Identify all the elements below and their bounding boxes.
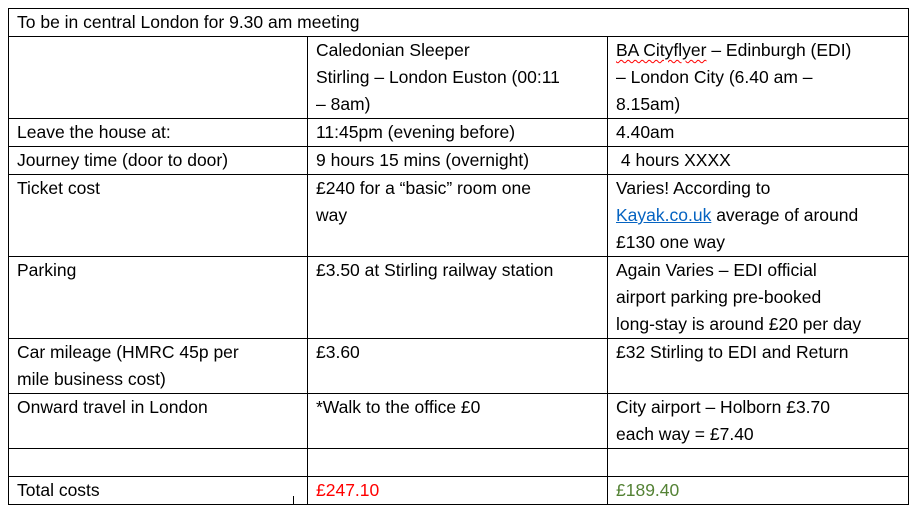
sleeper-onward-cell <box>308 394 608 449</box>
cell-value: 11:45pm (evening before) <box>316 122 516 142</box>
table-row-empty <box>9 449 909 477</box>
header-row <box>9 9 909 37</box>
flight-total-value: £189.40 <box>616 480 680 500</box>
cell-value-line-3: £130 one way <box>616 232 725 252</box>
row-label-line-1: Car mileage (HMRC 45p per <box>17 342 239 362</box>
spelling-flag-brand: BA Cityflyer <box>616 40 707 60</box>
flight-mileage-cell <box>608 339 909 394</box>
flight-heading-route: – Edinburgh (EDI) <box>706 40 852 60</box>
row-label-parking <box>9 257 308 339</box>
empty-cell <box>608 449 909 477</box>
cell-value-text: average of around <box>711 205 859 225</box>
row-label-text: Parking <box>17 260 77 280</box>
sleeper-total-value: £247.10 <box>316 480 380 500</box>
row-label-ticket <box>9 175 308 257</box>
cell-value: *Walk to the office £0 <box>316 397 481 417</box>
table-row-leave <box>9 119 909 147</box>
flight-heading-line-1 <box>616 37 900 64</box>
flight-leave-cell <box>608 119 909 147</box>
row-label-text: Leave the house at: <box>17 122 171 142</box>
sleeper-heading-line-2: Stirling – London Euston (00:11 <box>316 67 560 87</box>
flight-parking-cell <box>608 257 909 339</box>
cell-value-line-3: long-stay is around £20 per day <box>616 314 862 334</box>
cell-value-line-2 <box>616 202 900 229</box>
flight-heading-cell <box>608 37 909 119</box>
table-header-cell <box>9 9 909 37</box>
cell-value-line-1: £240 for a “basic” room one <box>316 178 531 198</box>
flight-heading-line-3: 8.15am) <box>616 94 681 114</box>
sleeper-total-cell <box>308 477 608 505</box>
sleeper-heading-line-3: – 8am) <box>316 94 371 114</box>
sleeper-leave-cell <box>308 119 608 147</box>
row-label-line-2: mile business cost) <box>17 369 166 389</box>
cell-value: £32 Stirling to EDI and Return <box>616 342 849 362</box>
sleeper-ticket-cell <box>308 175 608 257</box>
cell-value-line-2: each way = £7.40 <box>616 424 754 444</box>
row-label-mileage <box>9 339 308 394</box>
row-label-total <box>9 477 308 505</box>
row-label-text: Onward travel in London <box>17 397 208 417</box>
flight-onward-cell <box>608 394 909 449</box>
flight-journey-cell <box>608 147 909 175</box>
cell-value-line-1: Again Varies – EDI official <box>616 260 817 280</box>
kayak-link[interactable]: Kayak.co.uk <box>616 205 712 225</box>
row-label-text: Total costs <box>17 480 100 500</box>
flight-ticket-cell <box>608 175 909 257</box>
table-row-onward <box>9 394 909 449</box>
flight-heading-line-2: – London City (6.40 am – <box>616 67 813 87</box>
cell-value: £3.50 at Stirling railway station <box>316 260 554 280</box>
table-title: To be in central London for 9.30 am meeting <box>17 12 360 32</box>
sleeper-parking-cell <box>308 257 608 339</box>
table-row-total <box>9 477 909 505</box>
cell-value-line-1: City airport – Holborn £3.70 <box>616 397 830 417</box>
row-label-leave <box>9 119 308 147</box>
empty-corner-cell <box>9 37 308 119</box>
table-row-ticket <box>9 175 909 257</box>
cell-value: 4.40am <box>616 122 675 142</box>
table-row-parking <box>9 257 909 339</box>
table-row-mileage <box>9 339 909 394</box>
table-border-stub <box>293 496 294 504</box>
table-row-journey <box>9 147 909 175</box>
empty-cell <box>9 449 308 477</box>
row-label-text: Journey time (door to door) <box>17 150 229 170</box>
flight-total-cell <box>608 477 909 505</box>
column-heading-row <box>9 37 909 119</box>
cell-value: 4 hours XXXX <box>616 150 731 170</box>
travel-comparison-table <box>8 8 909 505</box>
cell-value-line-1: Varies! According to <box>616 178 771 198</box>
cell-value: 9 hours 15 mins (overnight) <box>316 150 530 170</box>
cell-value: £3.60 <box>316 342 360 362</box>
cell-value-line-2: way <box>316 205 348 225</box>
sleeper-mileage-cell <box>308 339 608 394</box>
cell-value-line-2: airport parking pre-booked <box>616 287 822 307</box>
sleeper-heading-cell <box>308 37 608 119</box>
row-label-onward <box>9 394 308 449</box>
empty-cell <box>308 449 608 477</box>
row-label-text: Ticket cost <box>17 178 100 198</box>
row-label-journey <box>9 147 308 175</box>
sleeper-journey-cell <box>308 147 608 175</box>
sleeper-heading-line-1: Caledonian Sleeper <box>316 40 470 60</box>
